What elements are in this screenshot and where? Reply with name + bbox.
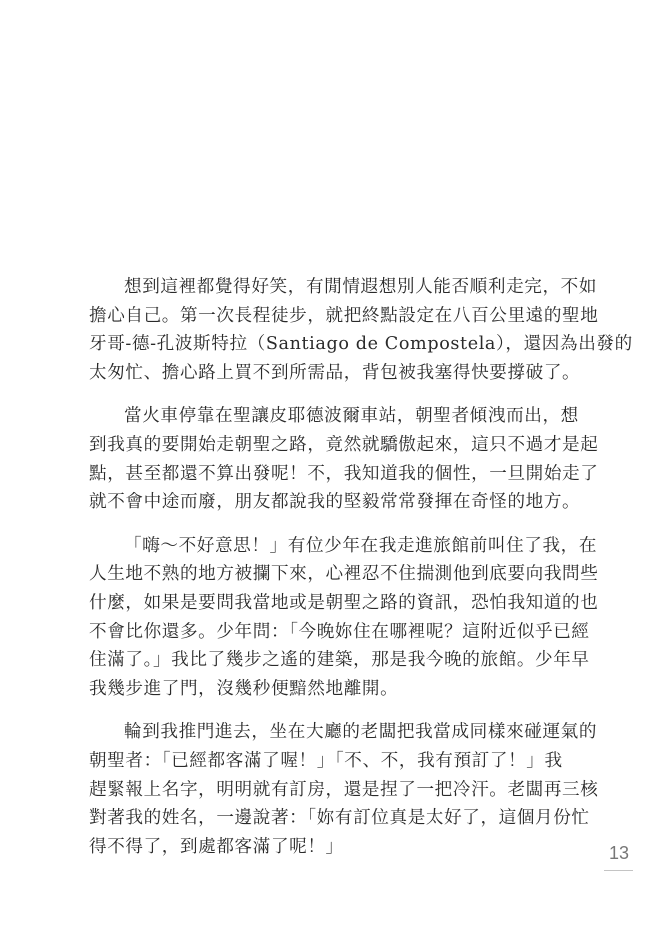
text-line: 當火車停靠在聖讓皮耶德波爾車站，朝聖者傾洩而出，想 [124,406,579,427]
text-line: 住滿了。」我比了幾步之遙的建築，那是我今晚的旅館。少年早 [89,650,590,671]
text-line: 到我真的要開始走朝聖之路，竟然就驕傲起來，這只不過才是起 [89,434,599,455]
paragraph-3 [89,532,599,704]
text-line: 對著我的姓名，一邊說著：「妳有訂位真是太好了，這個月份忙 [89,808,590,829]
text-line: 太匆忙、擔心路上買不到所需品，背包被我塞得快要撐破了。 [89,362,581,383]
text-line: 牙哥-德-孔波斯特拉（Santiago de Compostela），還因為出發的 [89,334,633,355]
text-line: 輪到我推門進去，坐在大廳的老闆把我當成同樣來碰運氣的 [124,722,598,743]
text-line: 「嗨～不好意思！」有位少年在我走進旅館前叫住了我，在 [124,535,598,556]
page-number-rule [604,870,633,871]
text-line: 想到這裡都覺得好笑，有閒情遐想別人能否順利走完，不如 [124,277,598,297]
page-number: 13 [608,843,630,863]
text-line: 我幾步進了門，沒幾秒便黯然地離開。 [89,678,399,699]
text-line: 得不得了，到處都客滿了呢！」 [89,836,344,857]
text-line: 不會比你還多。少年問：「今晚妳住在哪裡呢？這附近似乎已經 [89,621,590,642]
text-line: 什麼，如果是要問我當地或是朝聖之路的資訊，恐怕我知道的也 [89,592,599,613]
text-line: 趕緊報上名字，明明就有訂房，還是捏了一把冷汗。老闆再三核 [89,779,599,800]
text-line: 朝聖者：「已經都客滿了喔！」「不、不，我有預訂了！」我 [89,750,563,771]
text-line: 人生地不熟的地方被攔下來，心裡忍不住揣測他到底要向我問些 [89,564,599,585]
text-line: 點，甚至都還不算出發呢！不，我知道我的個性，一旦開始走了 [89,463,599,484]
text-line: 就不會中途而廢，朋友都說我的堅毅常常發揮在奇怪的地方。 [89,492,581,513]
paragraph-2 [89,402,599,516]
paragraph-1 [89,273,633,387]
paragraph-4 [89,718,599,861]
text-line: 擔心自己。第一次長程徒步，就把終點設定在八百公里遠的聖地 [89,305,599,326]
